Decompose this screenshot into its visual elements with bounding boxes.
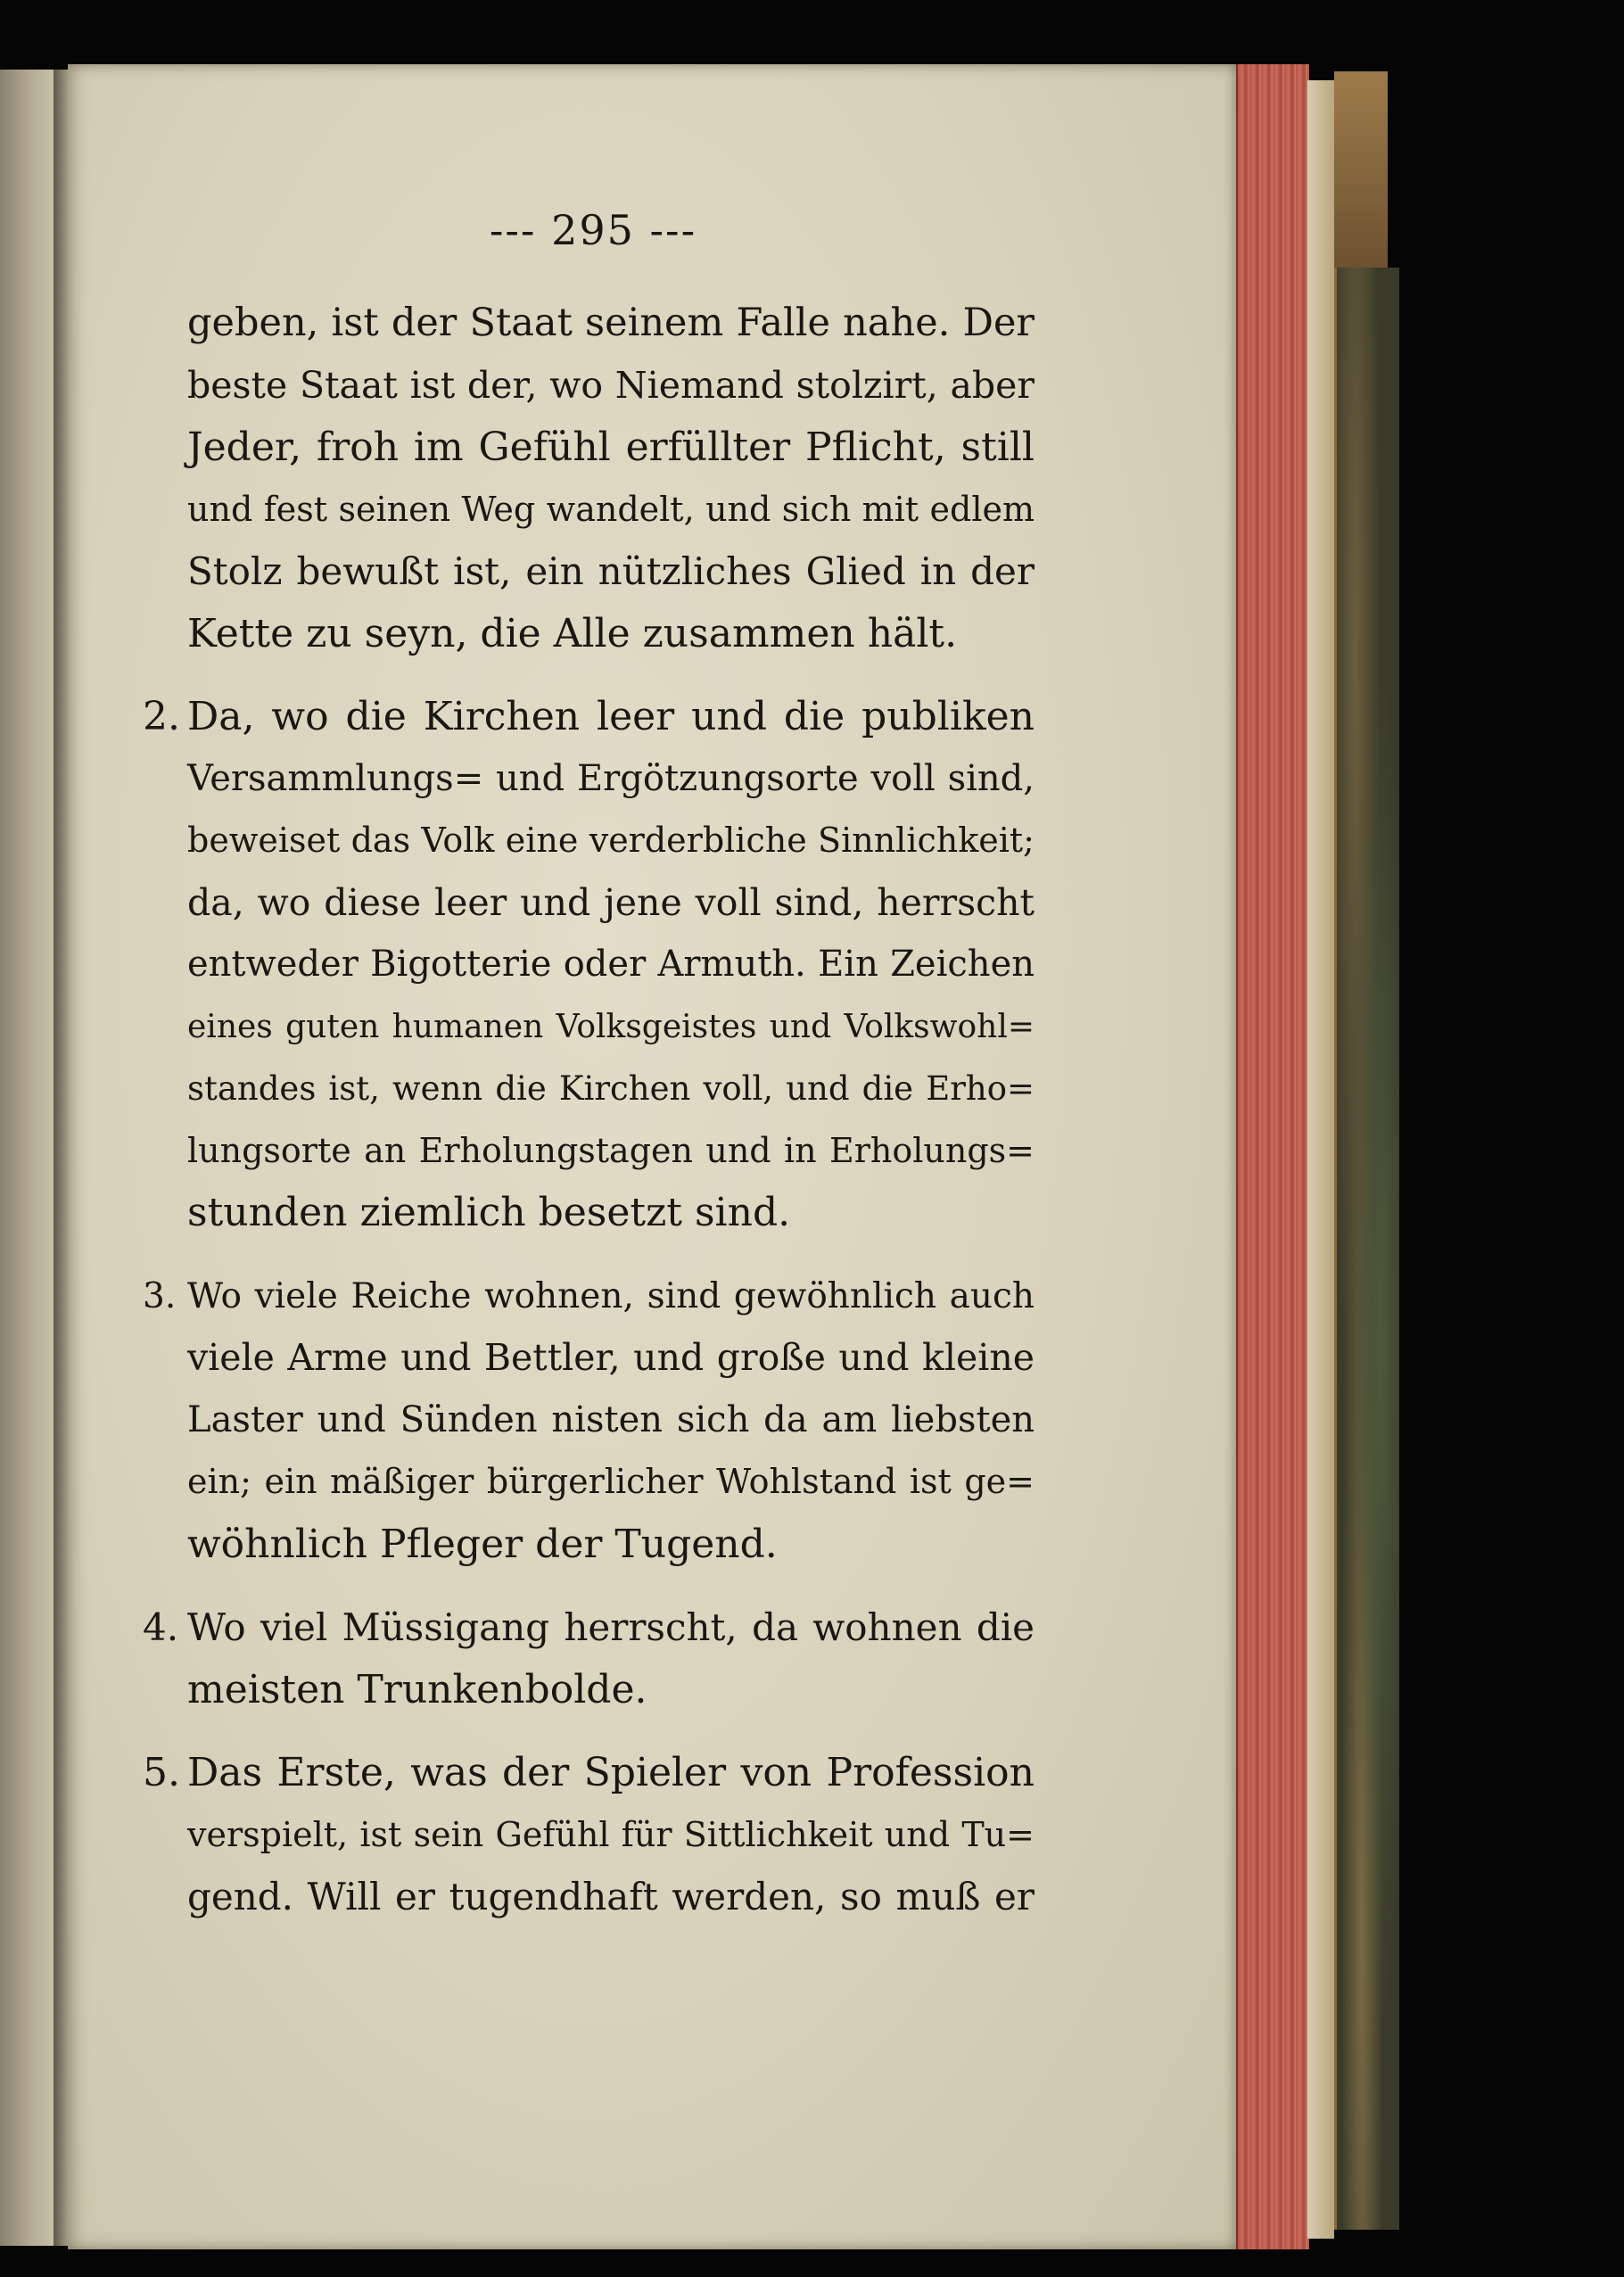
page-number: --- 295 --- xyxy=(489,206,697,254)
text-line: 4. Wo viel Müssigang herrscht, da wohnen die xyxy=(187,1596,1035,1659)
red-page-edges xyxy=(1236,64,1309,2249)
text-line: Versammlungs= und Ergötzungsorte voll sind, xyxy=(187,757,1035,799)
facing-page-edge xyxy=(0,70,55,2246)
text-line: ein; ein mäßiger bürgerlicher Wohlstand ist ge= xyxy=(187,1462,1035,1501)
text-line: beweiset das Volk eine verderbliche Sinnlichkeit; xyxy=(187,821,1035,860)
text-line: standes ist, wenn die Kirchen voll, und die Erho= xyxy=(187,1069,1035,1108)
leather-spine xyxy=(1334,71,1388,268)
text-line: entweder Bigotterie oder Armuth. Ein Zeichen xyxy=(187,944,1035,985)
text-line: viele Arme und Bettler, und große und kleine xyxy=(187,1336,1035,1379)
text-line: Stolz bewußt ist, ein nützliches Glied in der xyxy=(187,549,1035,593)
text-line: eines guten humanen Volksgeistes und Volkswohl= xyxy=(187,1008,1035,1045)
numbered-item-2 xyxy=(143,686,1035,1244)
numbered-item-5 xyxy=(143,1742,1035,1928)
text-line: Laster und Sünden nisten sich da am liebsten xyxy=(187,1398,1035,1440)
text-line: 2. Da, wo die Kirchen leer und die publiken xyxy=(187,686,1035,748)
item-number: 5. xyxy=(143,1750,180,1795)
item-number: 2. xyxy=(143,694,180,739)
text-line: meisten Trunkenbolde. xyxy=(187,1666,647,1712)
marbled-cover xyxy=(1334,268,1399,2230)
book-gutter xyxy=(54,70,68,2246)
text-line: 5. Das Erste, was der Spieler von Profession xyxy=(187,1742,1035,1804)
text-line: da, wo diese leer und jene voll sind, herrscht xyxy=(187,880,1035,924)
numbered-item-3 xyxy=(143,1266,1035,1576)
page-block-edge xyxy=(1307,80,1334,2239)
text-line: 3. Wo viele Reiche wohnen, sind gewöhnlich auch xyxy=(187,1266,1035,1328)
text-line: stunden ziemlich besetzt sind. xyxy=(187,1190,791,1235)
text-line: geben, ist der Staat seinem Falle nahe. Der xyxy=(187,301,1035,345)
text-line: lungsorte an Erholungstagen und in Erholungs= xyxy=(187,1130,1035,1170)
text-line: gend. Will er tugendhaft werden, so muß er xyxy=(187,1875,1035,1918)
text-line: beste Staat ist der, wo Niemand stolzirt, aber xyxy=(187,363,1035,407)
item-number: 4. xyxy=(143,1605,179,1649)
item-number: 3. xyxy=(143,1275,177,1316)
intro-paragraph xyxy=(187,293,1035,664)
text-line: verspielt, ist sein Gefühl für Sittlichkeit und Tu= xyxy=(187,1814,1035,1854)
text-line: Kette zu seyn, die Alle zusammen hält. xyxy=(187,610,958,656)
text-line: wöhnlich Pfleger der Tugend. xyxy=(187,1521,778,1567)
text-line: und fest seinen Weg wandelt, und sich mit edlem xyxy=(187,489,1035,529)
text-line: Jeder, froh im Gefühl erfüllter Pflicht, still xyxy=(187,425,1035,470)
numbered-item-4 xyxy=(143,1596,1035,1720)
page-text xyxy=(143,203,1035,1928)
